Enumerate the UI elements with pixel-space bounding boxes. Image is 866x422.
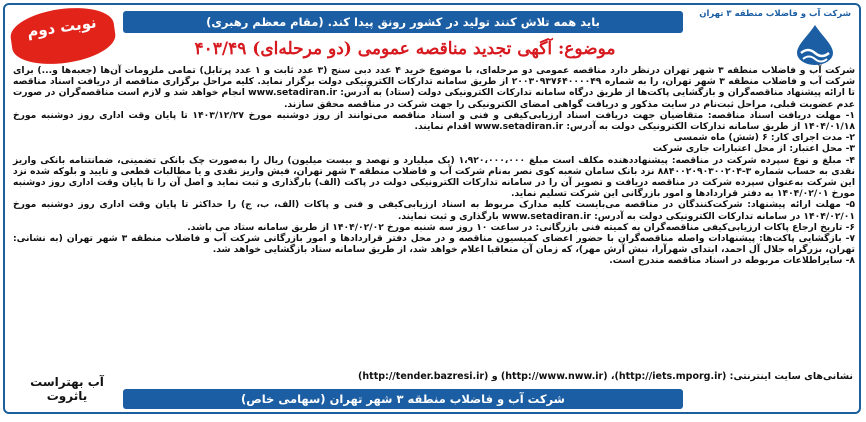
page-title: موضوع: آگهی تجدید مناقصه عمومی (دو مرحله‌ای) ۴۰۳/۴۹ (194, 39, 616, 59)
advertisement-body (13, 65, 855, 375)
item-document-deadline: ۱- مهلت دریافت اسناد مناقصه: متقاضیان جهت دریافت اسناد ارزیابی‌کیفی و فنی و اسناد مناقصه می‌توانند از روز دوشنبه مورخ ۱۴۰۳/۱۲/۲۷ تا پایان وقت اداری روز دوشنبه مورخ ۱۴۰۴/۰۱/۱۸ از طریق سامانه تدارکات الکترونیکی دولت به آدرس: www.setadiran.ir اقدام نمایند. (13, 109, 855, 133)
website-addresses: نشانی‌های سایت اینترنتی: (http://iets.mporg.ir)، (http://www.nww.ir) و (http://tender.bazresi.ir) (358, 371, 853, 382)
water-drop-logo-icon (789, 23, 841, 67)
company-footer-banner: شرکت آب و فاضلاب منطقه ۳ شهر تهران (سهامی خاص) (123, 389, 683, 409)
second-publication-badge (8, 3, 119, 70)
item-credit-source: ۳- محل اعتبار: از محل اعتبارات جاری شرکت (652, 143, 855, 155)
item-technical-review-date: ۶- تاریخ ارجاع پاکات ارزیابی‌کیفی مناقصه‌گران به کمیته فنی بازرگانی: در ساعت ۱۰ روز سه شنبه مورخ ۱۴۰۴/۰۲/۰۲ از طریق سامانه ستاد می باشد. (187, 221, 855, 233)
footer-slogan: آب بهتراست یاثروت (30, 375, 104, 403)
leader-slogan-banner: باید همه تلاش کنند تولید در کشور رونق پیدا کند. (مقام معظم رهبری) (123, 11, 683, 33)
company-logo (691, 9, 851, 69)
intro-paragraph: شرکت آب و فاضلاب منطقه ۳ شهر تهران درنظر دارد مناقصه عمومی دو مرحله‌ای، با موضوع خرید ۴ عدد دبی سنج (۳ عدد ثابت و ۱ عدد پرتابل) تمامی ملزومات آن‌ها (جعبه‌ها و...) برای شرکت آب و فاضلاب منطقه ۳ شهر تهران، را به شماره ۲۰۰۳۰۹۳۷۶۴۰۰۰۰۴۹ از طریق سامانه تدارکات الکترونیکی دولت برگزار نماید. کلیه مراحل برگزاری مناقصه از دریافت اسناد مناقصه تا ارائه پیشنهاد مناقصه‌گران و بازگشایی پاکت‌ها از طریق درگاه سامانه تدارکات الکترونیکی دولت (ستاد) به آدرس: www.setadiran.ir انجام خواهد شد و لازم است مناقصه‌گران در صورت عدم عضویت قبلی، مراحل ثبت‌نام در سایت مذکور و دریافت گواهی امضای الکترونیکی را جهت شرکت در مناقصه محقق سازند. (13, 65, 856, 110)
logo-company-name: شرکت آب و فاضلاب منطقه ۳ تهران (699, 9, 851, 19)
item-execution-period: ۲- مدت اجرای کار: ۶ (شش) ماه شمسی (673, 132, 855, 144)
badge-label: نوبت دوم (25, 13, 98, 41)
item-other-info: ۸- سایراطلاعات مربوطه در اسناد مناقصه مندرج است. (609, 255, 855, 267)
item-envelope-opening: ۷- بازگشایی پاکت‌ها: پیشنهادات واصله مناقصه‌گران با حضور اعضای کمیسیون مناقصه و در محل دفتر قراردادها و امور بازرگانی شرکت آب و فاضلاب منطقه ۳ شهر تهران (به نشانی: تهران، بزرگراه جلال آل احمد، ابتدای شهرآرا، نبش آرش مهر)، که زمان آن متعاقبا اعلام خواهد شد، از طریق سامانه ستاد بازگشایی خواهد شد. (13, 233, 855, 256)
tender-advertisement (3, 3, 861, 414)
item-deposit: ۴- مبلغ و نوع سپرده شرکت در مناقصه: پیشنهاددهنده مکلف است مبلغ ۱،۹۲۰،۰۰۰،۰۰۰ (یک میلیارد و نهصد و بیست میلیون) ریال را به‌صورت چک بانکی تضمینی، ضمانتنامه بانکی واریز نقدی به حساب شماره ۳-۸۸۴۰۰۲۰۹۰۳۰۰۲۰۴ نزد بانک سامان شعبه کوی نصر به‌نام شرکت آب و فاضلاب منطقه ۳ شهر تهران، فیش واریز نقدی و یا مطالبات قطعی و تایید و بلوکه شده نزد این شرکت به‌عنوان سپرده شرکت در مناقصه دریافت و تصویر آن را در سامانه تدارکات الکترونیکی دولت در پاکت (الف) بارگذاری و ثبت نماید و اصل آن را تا پایان وقت اداری روز دوشنبه مورخ ۱۴۰۴/۰۲/۰۱ به دفتر قراردادها و امور بازرگانی این شرکت تسلیم نماید. (13, 154, 856, 200)
item-submission-deadline: ۵- مهلت ارائه پیشنهاد: شرکت‌کنندگان در مناقصه می‌بایست کلیه مدارک مربوط به اسناد ارزیابی‌کیفی و فنی و پاکات (الف، ب، ج) را حداکثر تا پایان وقت اداری روز دوشنبه مورخ ۱۴۰۴/۰۲/۰۱ در سامانه تدارکات الکترونیکی دولت به آدرس: www.setadiran.ir بارگذاری و ثبت نمایند. (13, 199, 855, 222)
